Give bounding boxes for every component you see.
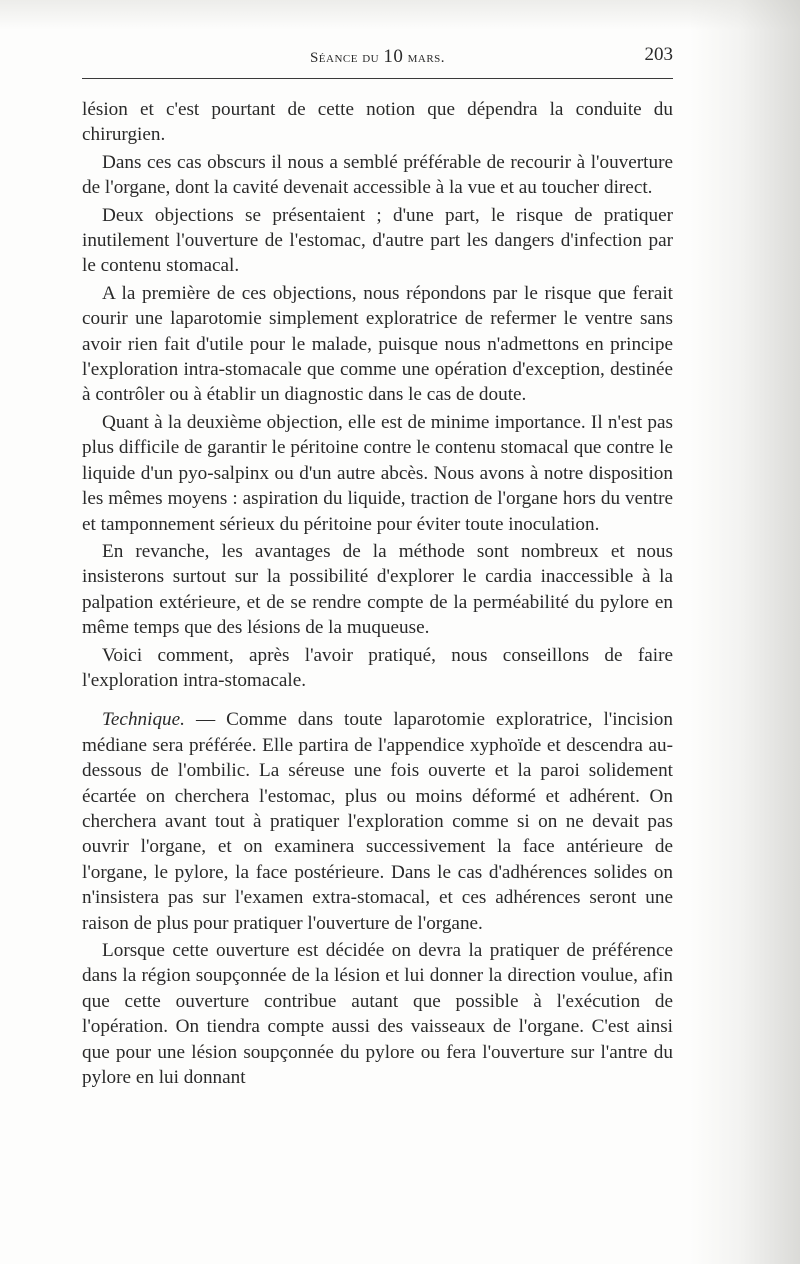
paragraph-technique-text: — Comme dans toute laparotomie exploratrice, l'incision médiane sera préférée. Elle partira de l'appendice xyphoïde et descendra au-dessous de l'ombilic. La séreuse une fois ouverte et la paroi solidement écartée on cherchera l'estomac, plus ou moins déformé et adhérent. On cherchera avant tout à pratiquer l'exploration comme si on ne devait pas ouvrir l'organe, et on examinera successivement la face antérieure de l'organe, le pylore, la face postérieure. Dans le cas d'adhérences solides on n'insistera pas sur l'examen extra-stomacal, et ces adhérences seront une raison de plus pour pratiquer l'ouverture de l'organe. <box>82 709 673 934</box>
body-text <box>82 97 673 1090</box>
running-title <box>82 46 673 68</box>
paragraph-technique <box>82 707 673 936</box>
header-rule <box>82 78 673 79</box>
paragraph-continuation: lésion et c'est pourtant de cette notion que dépendra la conduite du chirurgien. <box>82 99 673 146</box>
paragraph: En revanche, les avantages de la méthode sont nombreux et nous insisterons surtout sur la possibilité d'explorer le cardia inaccessible à la palpation extérieure, et de se rendre compte de la perméabilité du pylore en même temps que des lésions de la muqueuse. <box>82 540 673 639</box>
running-head <box>82 44 673 68</box>
running-title-number: 10 <box>383 46 404 67</box>
paragraph: Lorsque cette ouverture est décidée on devra la pratiquer de préférence dans la région soupçonnée de la lésion et lui donner la direction voulue, afin que cette ouverture contribue autant que possible à l'exécution de l'opération. On tiendra compte aussi des vaisseaux de l'organe. C'est ainsi que pour une lésion soupçonnée du pylore ou fera l'ouverture sur l'antre du pylore en lui donnant <box>82 940 673 1089</box>
page-edge-shadow <box>690 0 800 1264</box>
page-top-shadow <box>0 0 800 30</box>
paragraph: Quant à la deuxième objection, elle est de minime importance. Il n'est pas plus difficile de garantir le péritoine contre le contenu stomacal que contre le liquide d'un pyo-salpinx ou d'un autre abcès. Nous avons à notre disposition les mêmes moyens : aspiration du liquide, traction de l'organe hors du ventre et tamponnement sérieux du péritoine pour éviter toute inoculation. <box>82 411 673 535</box>
running-title-suffix: mars. <box>403 50 446 66</box>
paragraph: A la première de ces objections, nous répondons par le risque que ferait courir une laparotomie simplement exploratrice de refermer le ventre sans avoir rien fait d'utile pour le malade, puisque nous n'admettons en principe l'exploration intra-stomacale que comme une opération d'exception, destinée à contrôler ou à établir un diagnostic dans le cas de doute. <box>82 282 673 406</box>
paragraph: Dans ces cas obscurs il nous a semblé préférable de recourir à l'ouverture de l'organe, dont la cavité devenait accessible à la vue et au toucher direct. <box>82 151 673 199</box>
running-title-prefix: Séance du <box>309 50 384 66</box>
page-number: 203 <box>644 44 673 65</box>
section-label-technique: Technique. <box>102 709 185 731</box>
paragraph: Voici comment, après l'avoir pratiqué, nous conseillons de faire l'exploration intra-stomacale. <box>82 644 673 691</box>
paragraph: Deux objections se présentaient ; d'une part, le risque de pratiquer inutilement l'ouverture de l'estomac, d'autre part les dangers d'infection par le contenu stomacal. <box>82 204 673 277</box>
